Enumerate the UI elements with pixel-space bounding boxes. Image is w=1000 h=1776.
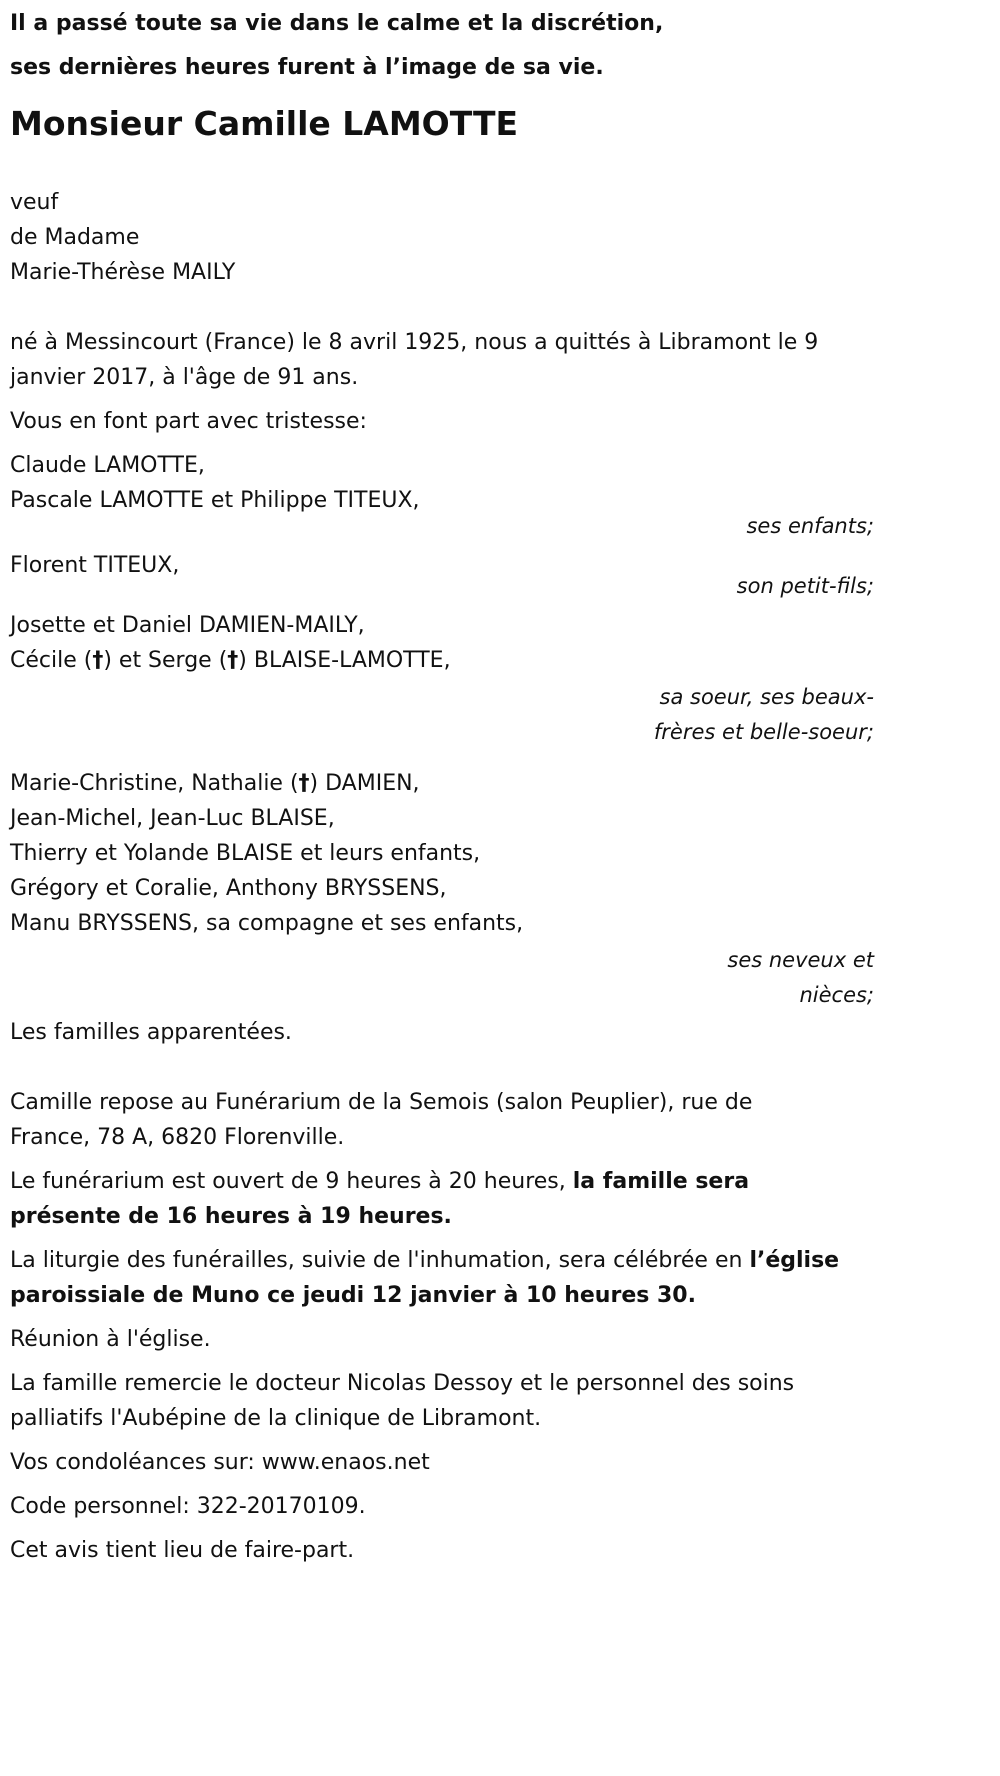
nephew-name: Grégory et Coralie, Anthony BRYSSENS, — [10, 876, 447, 901]
meeting-text: Réunion à l'église. — [10, 1327, 211, 1352]
rest-line-1: Camille repose au Funérarium de la Semois (salon Peuplier), rue de — [10, 1090, 753, 1115]
grandson-relation: son petit-fils; — [736, 574, 874, 598]
announce-text: Vous en font part avec tristesse: — [10, 409, 367, 434]
personal-code: Code personnel: 322-20170109. — [10, 1494, 366, 1519]
cross-symbol: † — [298, 771, 310, 796]
cross-symbol: † — [92, 648, 104, 673]
spouse-line-3: Marie-Thérèse MAILY — [10, 260, 236, 285]
spouse-line-2: de Madame — [10, 225, 140, 250]
siblings-relation: sa soeur, ses beaux-frères et belle-soeur; — [653, 685, 874, 744]
intro-quote — [10, 0, 874, 90]
sibling-name-with-crosses: Cécile (†) et Serge (†) BLAISE-LAMOTTE, — [10, 648, 451, 673]
notice-text: Cet avis tient lieu de faire-part. — [10, 1538, 355, 1563]
rest-location — [10, 1085, 874, 1155]
intro-line-2: ses dernières heures furent à l’image de sa vie. — [10, 55, 604, 80]
thanks-text: La famille remercie le docteur Nicolas Dessoy et le personnel des soins palliatifs l'Aubépine de la clinique de Libramont. — [10, 1371, 795, 1431]
funerarium-hours: Le funérarium est ouvert de 9 heures à 20 heures, la famille sera présente de 16 heures à 19 heures. — [10, 1169, 750, 1229]
birth-death-block — [10, 325, 874, 395]
children-relation: ses enfants; — [746, 514, 874, 538]
child-name: Pascale LAMOTTE et Philippe TITEUX, — [10, 488, 420, 513]
nephews-relation: ses neveux et nièces; — [727, 948, 874, 1007]
nephew-name: Thierry et Yolande BLAISE et leurs enfants, — [10, 841, 481, 866]
grandson-name: Florent TITEUX, — [10, 553, 180, 578]
deceased-name: Monsieur Camille LAMOTTE — [10, 104, 519, 143]
sibling-name: Josette et Daniel DAMIEN-MAILY, — [10, 613, 365, 638]
intro-line-1: Il a passé toute sa vie dans le calme et la discrétion, — [10, 11, 664, 36]
nephews-block — [10, 766, 874, 941]
birth-death-line-1: né à Messincourt (France) le 8 avril 1925, nous a quittés à Libramont le 9 — [10, 330, 819, 355]
spouse-block — [10, 185, 874, 290]
birth-death-line-2: janvier 2017, à l'âge de 91 ans. — [10, 365, 359, 390]
child-name: Claude LAMOTTE, — [10, 453, 205, 478]
spouse-line-1: veuf — [10, 190, 59, 215]
rest-line-2: France, 78 A, 6820 Florenville. — [10, 1125, 345, 1150]
siblings-block — [10, 608, 874, 678]
condolences-text: Vos condoléances sur: www.enaos.net — [10, 1450, 430, 1475]
nephew-name: Manu BRYSSENS, sa compagne et ses enfants, — [10, 911, 524, 936]
related-families: Les familles apparentées. — [10, 1020, 292, 1045]
cross-symbol: † — [227, 648, 239, 673]
nephew-name: Jean-Michel, Jean-Luc BLAISE, — [10, 806, 335, 831]
children-block — [10, 448, 874, 518]
obituary-page — [10, 0, 874, 1568]
nephew-name-with-cross: Marie-Christine, Nathalie (†) DAMIEN, — [10, 771, 420, 796]
liturgy-info: La liturgie des funérailles, suivie de l'inhumation, sera célébrée en l’église paroissiale de Muno ce jeudi 12 janvier à 10 heures 30. — [10, 1248, 840, 1308]
